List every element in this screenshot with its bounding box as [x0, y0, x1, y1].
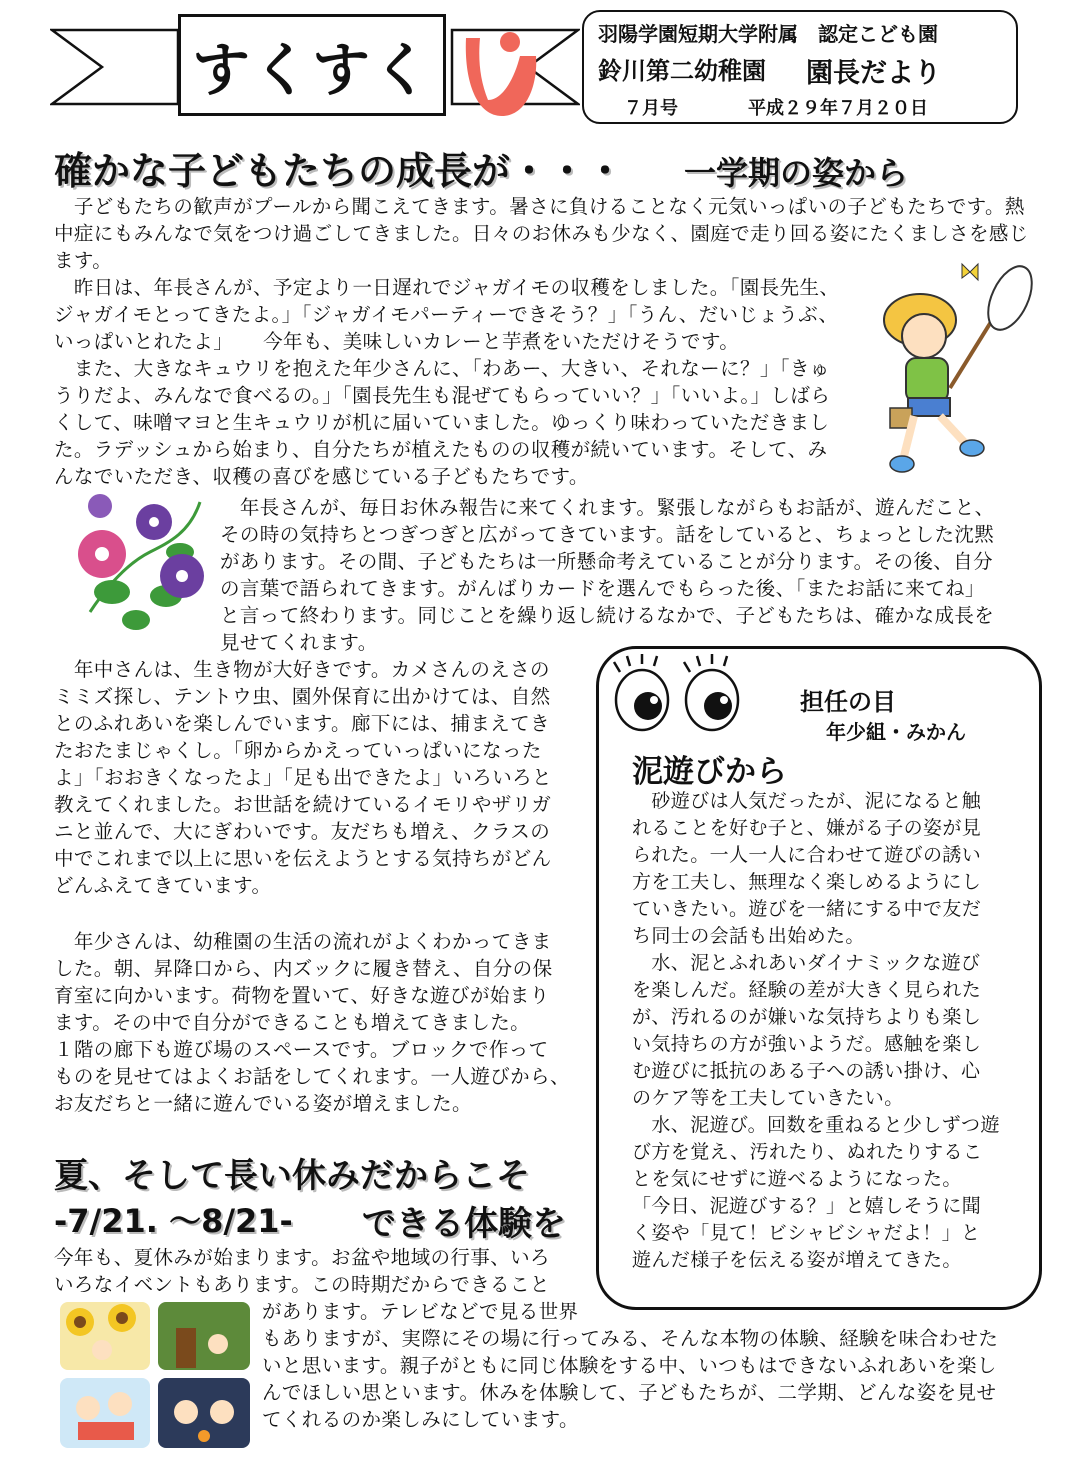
- school-logo: [462, 30, 542, 120]
- paragraph-intro: 子どもたちの歓声がプールから聞こえてきます。暑さに負けることなく元気いっぱいの子どもたちです。熱中症にもみんなで気をつけ過ごしてきました。日々のお休みも少なく、園庭で走り回る姿にたくましさを感じます。: [54, 195, 1029, 272]
- paragraph-middle-class: 年中さんは、生き物が大好きです。カメさんのえさの ミミズ探し、テントウ虫、園外保育に出かけては、自然 とのふれあいを楽しんでいます。廊下には、捕まえてき たおたまじゃくし。「卵からかえっていっぱいになった よ」「おおきくなったよ」「足も出できたよ」いろいろと 教えてくれました。お世話を続けているイモリやザリガ ニと並んで、大にぎわいです。友だちも増え、クラスの 中でこれまで以上に思いを伝えようとする気持ちがどん どんふえてきています。: [54, 658, 552, 897]
- section-heading-summer: 夏、そして長い休みだからこそ: [54, 1156, 530, 1196]
- column-title: 担任の目: [800, 688, 896, 716]
- summer-activities-illustration: [58, 1300, 252, 1450]
- kindergarten-name: 鈴川第二幼稚園: [598, 57, 766, 85]
- morning-glory-illustration: [70, 492, 218, 638]
- newsletter-title: すくすく: [178, 14, 446, 116]
- section-subheading-first-term: 一学期の姿から: [684, 154, 909, 192]
- section-subheading-experience: できる体験を: [362, 1204, 566, 1244]
- paragraph-youngest-class: 年少さんは、幼稚園の生活の流れがよくわかってきま した。朝、昇降口から、内ズックに履き替え、自分の保 育室に向かいます。荷物を置いて、好きな遊びが始まり ます。その中で自分ができることも増えてきました。 １階の廊下も遊び場のスペースです。ブロックで作って ものを見せてはよくお話をしてくれます。一人遊びから、 お友だちと一緒に遊んでいる姿が増えました。: [54, 930, 570, 1115]
- school-name: 羽陽学園短期大学附属 認定こども園: [598, 22, 938, 46]
- issue-label: ７月号: [624, 98, 678, 119]
- paragraph-summer-intro: 今年も、夏休みが始まります。お盆や地域の行事、いろ いろなイベントもあります。この時期だからできること: [54, 1246, 550, 1296]
- paragraph-summer-body: があります。テレビなどで見る世界 もありますが、実際にその場に行ってみる、そんな本物の体験、経験を味合わせた いと思います。親子がともに同じ体験をする中、いつもはできないふれあいを楽し んでほしい思といます。休みを体験して、子どもたちが、二学期、どんな姿を見せ てくれるのか楽しみにしています。: [262, 1300, 999, 1431]
- eyes-icon: [606, 654, 746, 734]
- paragraph-oldest-class: 年長さんが、毎日お休み報告に来てくれます。緊張しながらもお話が、遊んだこと、 その時の気持ちとつぎつぎと広がってきています。話をしていると、ちょっとした沈黙 があります。その間、子どもたちは一所懸命考えていることが分ります。その後、自分 の言葉で語られてきます。がんばりカードを選んでもらった後、「またお話に来てね」 と言って終わります。同じことを繰り返し続けるなかで、子どもたちは、確かな成長を 見せてくれます。: [220, 496, 995, 654]
- issue-date: 平成２９年７月２０日: [748, 98, 928, 119]
- column-body: 砂遊びは人気だったが、泥になると触 れることを好む子と、嫌がる子の姿が見 られた。一人一人に合わせて遊びの誘い 方を工夫し、無理なく楽しめるようにし ていきたい。遊びを一緒にする中で友だ ち同士の会話も出始めた。 水、泥とふれあいダイナミックな遊び を楽しんだ。経験の差が大きく見られた が、汚れるのが嫌いな気持ちよりも楽し い気持ちの方が強いようだ。感触を楽し む遊びに抵抗のある子への誘い掛け、心 のケア等を工夫していきたい。 水、泥遊び。回数を重ねると少しずつ遊 び方を覚え、汚れたり、ぬれたりするこ とを気にせずに遊べるようになった。 「今日、泥遊びする？」と嬉しそうに聞 く姿や「見て！ビシャビシャだよ！」と 遊んだ様子を伝える姿が増えてきた。: [632, 790, 1000, 1271]
- paragraph-harvest: 昨日は、年長さんが、予定より一日遅れでジャガイモの収穫をしました。「園長先生、 ジャガイモとってきたよ。」「ジャガイモパーティーできそう？」「うん、だいじょうぶ、 いっぱいとれたよ」 今年も、美味しいカレーと芋煮をいただけそうです。 また、大きなキュウリを抱えた年少さんに、「わあー、大きい、それなーに？」「きゅ うりだよ、みんなで食べるの。」「園長先生も混ぜてもらっていい？」「いいよ。」しばら くして、味噌マヨと生キュウリが机に届いていました。ゆっくり味わっていただきまし た。ラデッシュから始まり、自分たちが植えたものの収穫が続いています。そして、み んなでいただき、収穫の喜びを感じている子どもたちです。: [54, 276, 840, 488]
- summer-dates: -7/21. ～8/21-: [54, 1202, 293, 1240]
- column-heading-mud-play: 泥遊びから: [632, 754, 787, 790]
- section-heading-growth: 確かな子どもたちの成長が・・・: [54, 149, 625, 193]
- masthead-info-box: [582, 10, 1018, 124]
- boy-with-net-illustration: [880, 258, 1036, 480]
- column-class-name: 年少組・みかん: [826, 720, 966, 744]
- newsletter-name: 園長だより: [806, 58, 941, 89]
